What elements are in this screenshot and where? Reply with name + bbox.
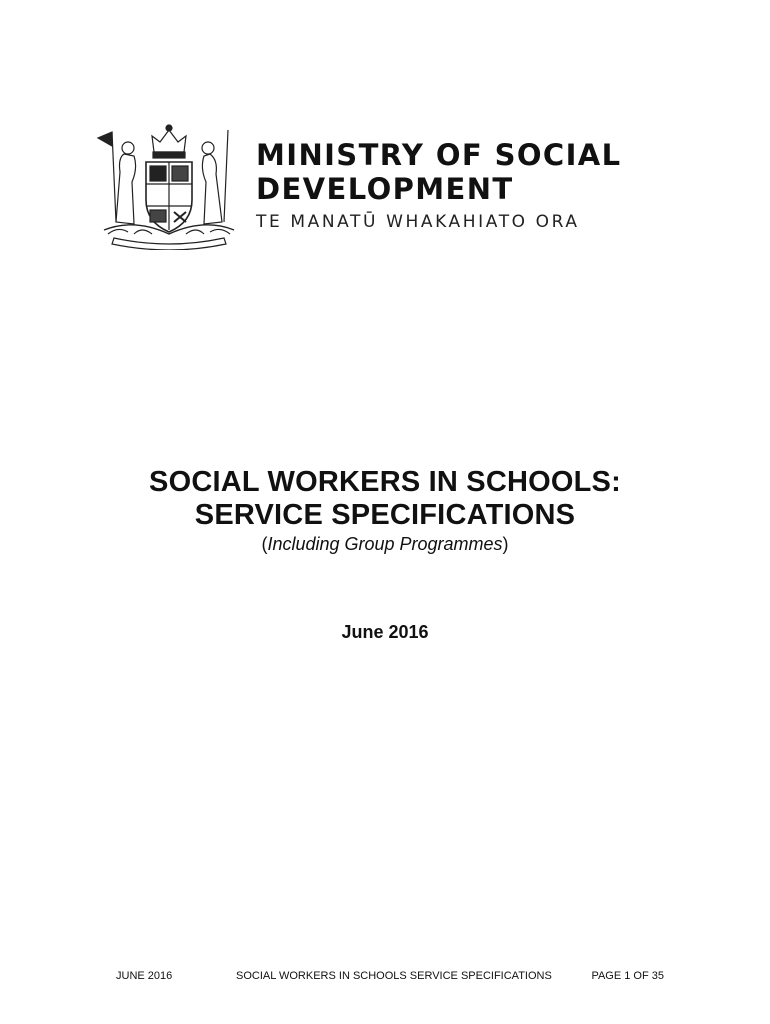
subtitle-open-paren: ( [261,534,268,554]
document-title-line2: SERVICE SPECIFICATIONS [194,499,576,531]
ministry-name-line2: DEVELOPMENT [256,172,514,206]
footer-title: SOCIAL WORKERS IN SCHOOLS SERVICE SPECIFICATIONS [236,970,552,982]
ministry-logo [94,122,654,252]
ministry-name-line1: MINISTRY OF SOCIAL [256,138,622,172]
document-subtitle [0,534,770,555]
nz-coat-of-arms-icon [94,122,244,250]
subtitle-text: Including Group Programmes [267,534,503,554]
footer-date: JUNE 2016 [116,970,173,982]
page-footer [0,970,770,986]
document-title-block [0,466,770,555]
footer-page-number: PAGE 1 OF 35 [591,970,664,982]
subtitle-close-paren: ) [502,534,509,554]
document-date: June 2016 [341,622,429,642]
maori-name: TE MANATŪ WHAKAHIATO ORA [256,212,580,232]
document-title-line1: SOCIAL WORKERS IN SCHOOLS: [149,466,621,498]
ministry-name [256,138,622,232]
